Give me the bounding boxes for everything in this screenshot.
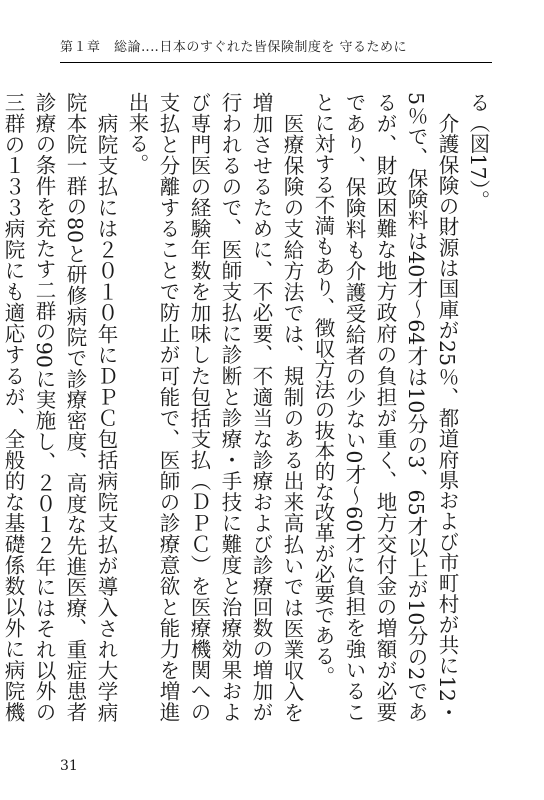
paragraph: 介護保険の財源は国庫が25％、都道府県および市町村が共に12・5％で、保険料は40才～64才は10分の3、65才以上が10分の2であるが、財政困難な地方政府の負担が重く、地方交付金の増額が必要であり、保険料も介護受給者の少ない0才～60才に負担を強いることに対する不満もあり、徴収方法の抜本的な改革が必要である。 <box>311 92 459 722</box>
paragraph: 医療保険の支給方法では、規制のある出来高払いでは医業収入を増加させるために、不必要、不適当な診療および診療回数の増加が行われるので、医師支払に診断と診療・手技に難度と治療効果および専門医の経験年数を加味した包括支払（ＤＰＣ）を医療機関への支払と分離することで防止が可能で、医師の診療意欲と能力を増進出来る。 <box>125 92 304 722</box>
body-text <box>1 92 493 722</box>
header-rule <box>60 62 492 63</box>
running-head: 第１章 総論‥‥日本のすぐれた皆保険制度を 守るために <box>60 40 407 55</box>
page-number: 31 <box>60 758 78 774</box>
paragraph: 病院支払には２０１０年にＤＰＣ包括病院支払が導入され大学病院本院一群の80と研修病院で診療密度、高度な先進医療、重症患者診療の条件を充たす二群の90に実施し、２０１２年にはそれ以外の三群の１３３病院にも適応するが、全般的な基礎係数以外に病院機 <box>1 92 118 722</box>
paragraph: る（図17）。 <box>466 92 490 211</box>
